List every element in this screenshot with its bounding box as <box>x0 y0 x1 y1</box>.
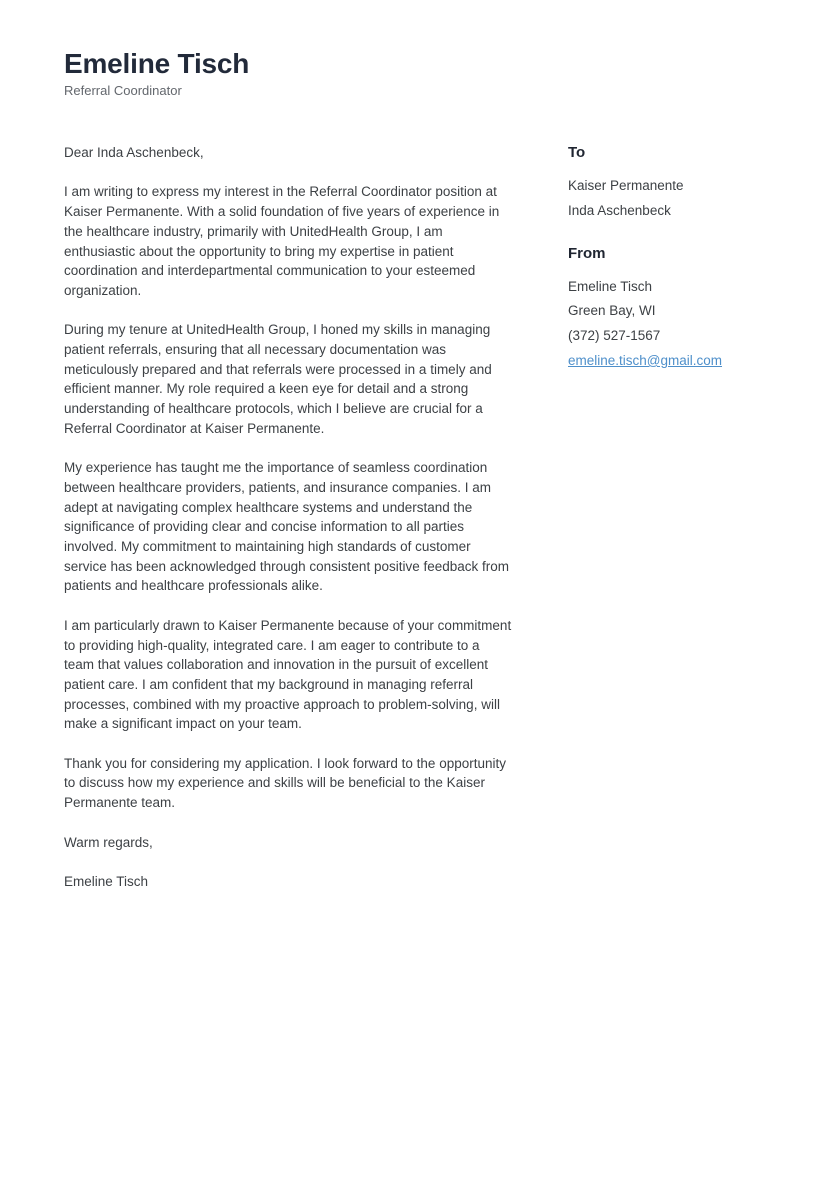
from-heading: From <box>568 244 606 262</box>
letter-paragraph: During my tenure at UnitedHealth Group, I honed my skills in managing patient referrals, ensuring that all necessary documentation was meticulously prepared and that referrals were processed in a timely and efficient manner. My role required a keen eye for detail and a strong understanding of healthcare protocols, which I believe are crucial for a Referral Coordinator at Kaiser Permanente. <box>64 322 492 436</box>
letter-header <box>64 47 249 99</box>
sender-phone: (372) 527-1567 <box>568 328 661 344</box>
contact-sidebar <box>568 143 778 374</box>
job-title: Referral Coordinator <box>64 83 182 98</box>
sender-location: Green Bay, WI <box>568 303 656 319</box>
letter-signature: Emeline Tisch <box>64 873 149 889</box>
letter-salutation: Dear Inda Aschenbeck, <box>64 145 204 160</box>
recipient-company: Kaiser Permanente <box>568 178 684 193</box>
sender-email-link[interactable]: emeline.tisch@gmail.com <box>568 352 723 368</box>
letter-paragraph: I am writing to express my interest in the Referral Coordinator position at Kaiser Permanente. With a solid foundation of five years of experience in the healthcare industry, primarily with UnitedHealth Group, I am enthusiastic about the opportunity to bring my expertise in patient coordination and interdepartmental communication to your esteemed organization. <box>64 184 500 298</box>
letter-closing: Warm regards, <box>64 834 153 850</box>
sender-name: Emeline Tisch <box>568 278 653 294</box>
recipient-name: Inda Aschenbeck <box>568 202 671 218</box>
letter-content <box>64 143 778 892</box>
page-title: Emeline Tisch <box>64 48 250 79</box>
letter-paragraph: I am particularly drawn to Kaiser Permanente because of your commitment to providing high-quality, integrated care. I am eager to contribute to a team that values collaboration and innovation in the pursuit of excellent patient care. I am confident that my background in managing referral processes, combined with my proactive approach to problem-solving, will make a significant impact on your team. <box>64 617 512 732</box>
letter-paragraph: Thank you for considering my application. I look forward to the opportunity to discuss how my experience and skills will be beneficial to the Kaiser Permanente team. <box>64 755 506 811</box>
to-heading: To <box>568 144 586 161</box>
letter-body <box>64 143 513 892</box>
letter-paragraph: My experience has taught me the importance of seamless coordination between healthcare providers, patients, and insurance companies. I am adept at navigating complex healthcare systems and understand the significance of providing clear and concise information to all parties involved. My commitment to maintaining high standards of customer service has been acknowledged through consistent positive feedback from patients and healthcare professionals alike. <box>64 460 510 594</box>
